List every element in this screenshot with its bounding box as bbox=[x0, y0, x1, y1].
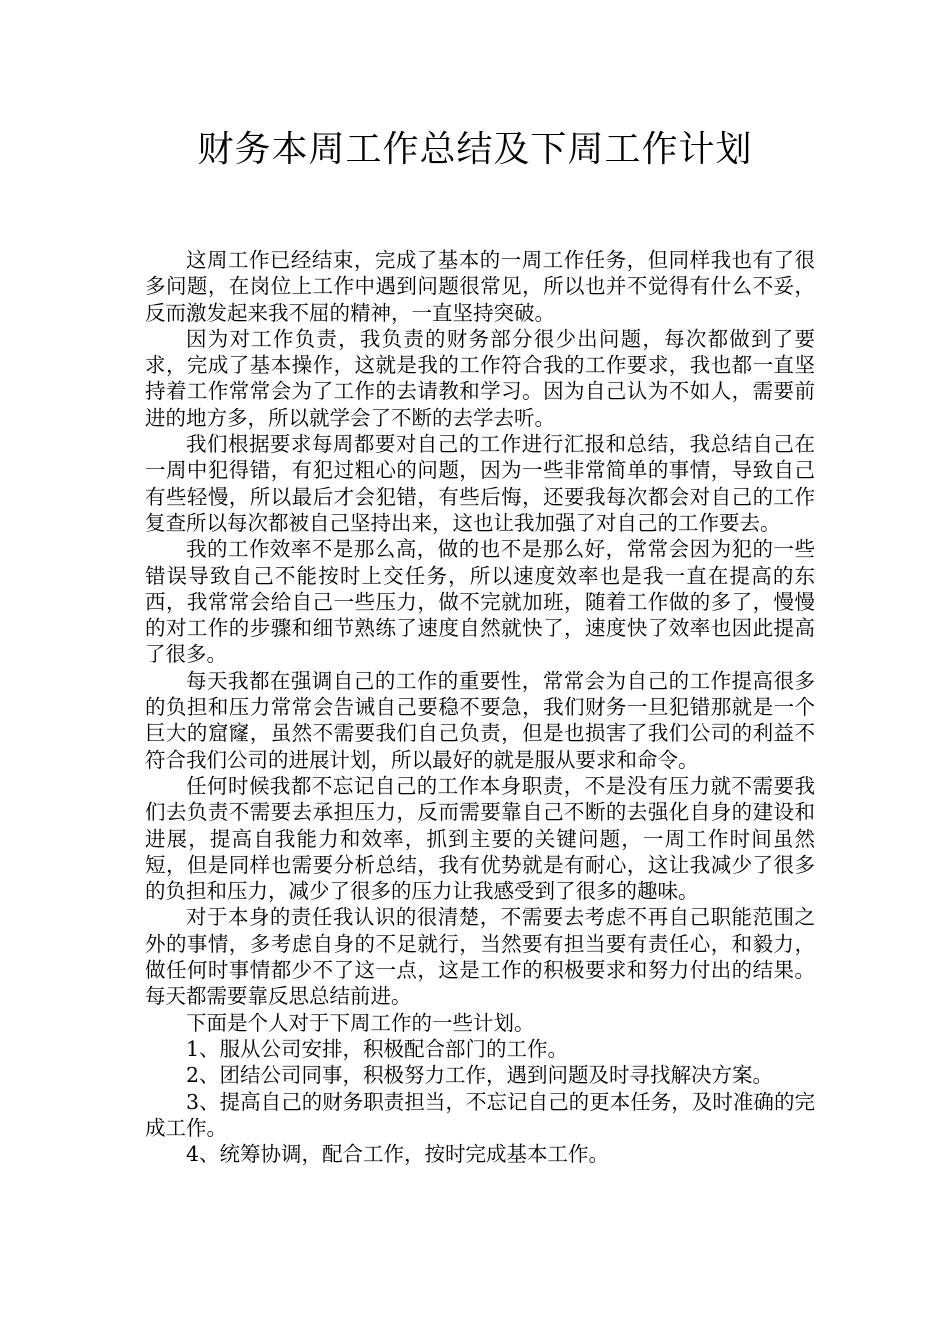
paragraph: 因为对工作负责，我负责的财务部分很少出问题，每次都做到了要求，完成了基本操作，这就是我的工作符合我的工作要求，我也都一直坚持着工作常常会为了工作的去请教和学习。因为自己认为不如人，需要前进的地方多，所以就学会了不断的去学去听。 bbox=[145, 326, 815, 430]
paragraph: 我们根据要求每周都要对自己的工作进行汇报和总结，我总结自己在一周中犯得错，有犯过粗心的问题，因为一些非常简单的事情，导致自己有些轻慢，所以最后才会犯错，有些后悔，还要我每次都会对自己的工作复查所以每次都被自己坚持出来，这也让我加强了对自己的工作要去。 bbox=[145, 432, 815, 535]
paragraph: 每天我都在强调自己的工作的重要性，常常会为自己的工作提高很多的负担和压力常常会告诫自己要稳不要急，我们财务一旦犯错那就是一个巨大的窟窿，虽然不需要我们自己负责，但是也损害了我们公司的利益不符合我们公司的进展计划，所以最好的就是服从要求和命令。 bbox=[145, 668, 815, 772]
document-title: 财务本周工作总结及下周工作计划 bbox=[197, 129, 753, 170]
paragraph: 这周工作已经结束，完成了基本的一周工作任务，但同样我也有了很多问题，在岗位上工作中遇到问题很常见，所以也并不觉得有什么不妥，反而激发起来我不屈的精神，一直坚持突破。 bbox=[145, 248, 815, 325]
plan-item: 1、服从公司安排，积极配合部门的工作。 bbox=[186, 1036, 569, 1061]
plan-intro: 下面是个人对于下周工作的一些计划。 bbox=[186, 1010, 535, 1035]
paragraph: 我的工作效率不是那么高，做的也不是那么好，常常会因为犯的一些错误导致自己不能按时上交任务，所以速度效率也是我一直在提高的东西，我常常会给自己一些压力，做不完就加班，随着工作做的多了，慢慢的对工作的步骤和细节熟练了速度自然就快了，速度快了效率也因此提高了很多。 bbox=[145, 537, 815, 667]
paragraph: 对于本身的责任我认识的很清楚，不需要去考虑不再自己职能范围之外的事情，多考虑自身的不足就行，当然要有担当要有责任心，和毅力，做任何时事情都少不了这一点，这是工作的积极要求和努力付出的结果。每天都需要靠反思总结前进。 bbox=[145, 905, 815, 1009]
plan-item: 3、提高自己的财务职责担当，不忘记自己的更本任务，及时准确的完成工作。 bbox=[145, 1089, 815, 1140]
plan-item: 4、统筹协调，配合工作，按时完成基本工作。 bbox=[186, 1142, 610, 1167]
document-body bbox=[145, 247, 815, 1167]
plan-item: 2、团结公司同事，积极努力工作，遇到问题及时寻找解决方案。 bbox=[186, 1063, 774, 1088]
paragraph: 任何时候我都不忘记自己的工作本身职责，不是没有压力就不需要我们去负责不需要去承担压力，反而需要靠自己不断的去强化自身的建设和进展，提高自我能力和效率，抓到主要的关键问题，一周工作时间虽然短，但是同样也需要分析总结，我有优势就是有耐心，这让我减少了很多的负担和压力，减少了很多的压力让我感受到了很多的趣味。 bbox=[145, 773, 815, 904]
